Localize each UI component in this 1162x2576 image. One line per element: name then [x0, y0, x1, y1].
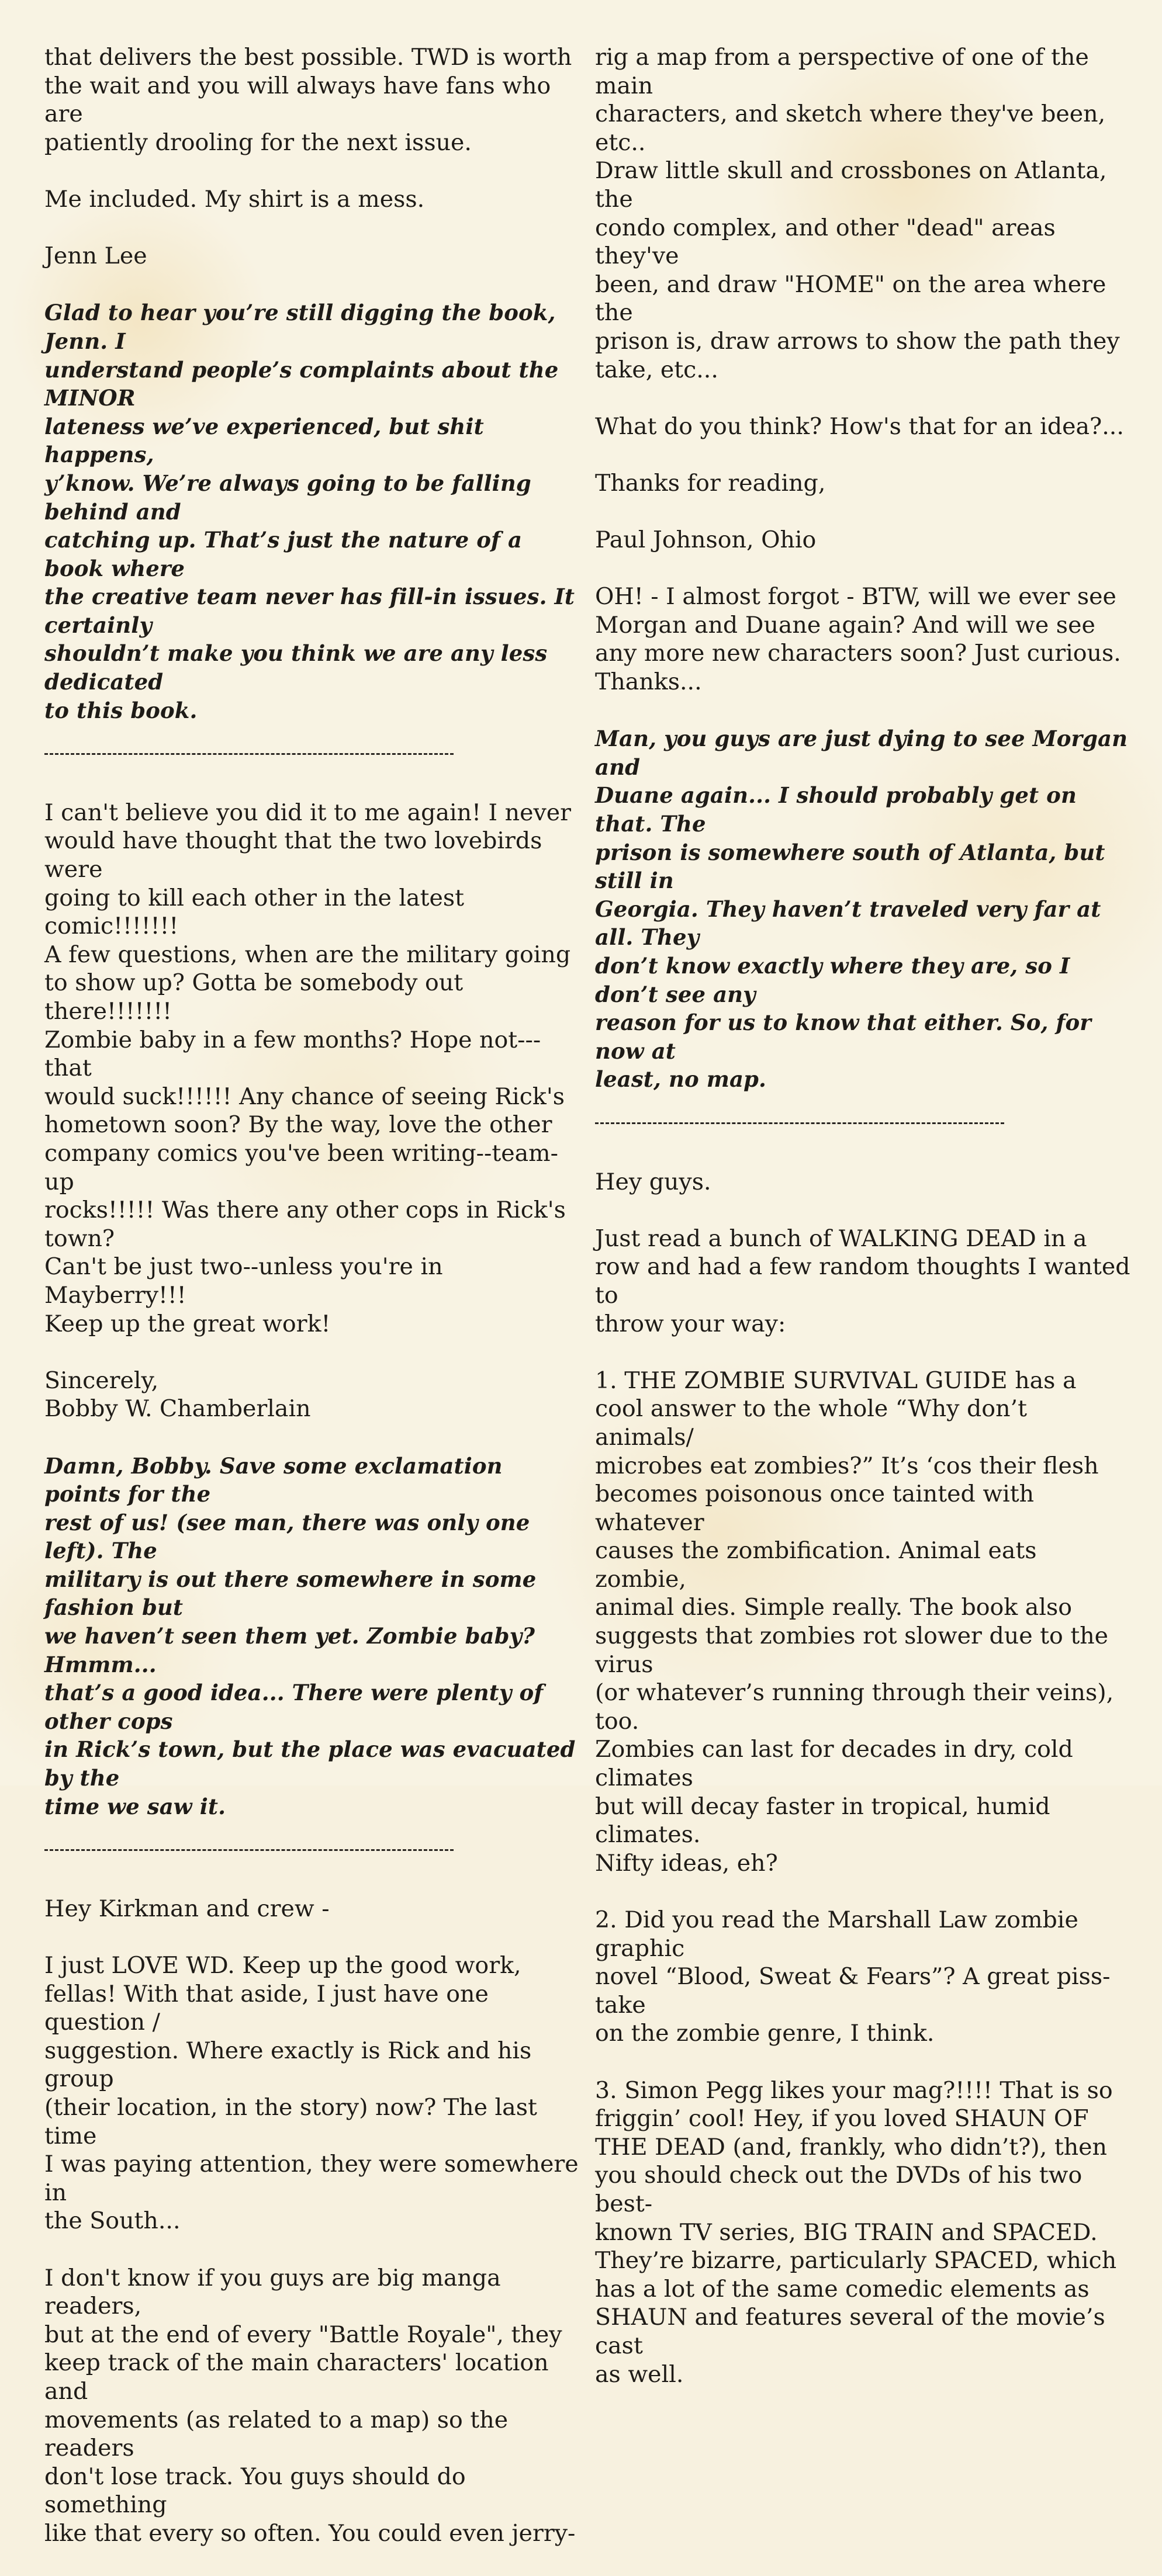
letter-4-item-3: 3. Simon Pegg likes your mag?!!!! That is so friggin’ cool! Hey, if you loved SHAUN OF THE DEAD (and, frankly, who didn’t?), then you should check out the DVDs of his two best- known TV series, BIG TRAIN and SPACED. They’re bizarre, particularly SPACED, which has a lot of the same comedic elements as SHAUN and features several of the movie’s cast as well.: [595, 2076, 1117, 2388]
letter-3-thanks: Thanks for reading,: [595, 469, 826, 497]
letter-1-remark: Me included. My shirt is a mess.: [44, 185, 425, 213]
letter-4-intro: Just read a bunch of WALKING DEAD in a row and had a few random thoughts I wanted to throw your way:: [595, 1225, 1130, 1337]
dashed-divider-1: [44, 753, 454, 755]
reply-3: Man, you guys are just dying to see Morgan and Duane again... I should probably get on that. The prison is somewhere south of Atlanta, but still in Georgia. They haven’t traveled very far at all. They don’t know exactly where they are, so I don’t see any reason for us to know that either. So, for now at least, no map.: [595, 726, 1128, 1093]
dashed-divider-3: [595, 1122, 1004, 1124]
letter-3-paragraph-3: rig a map from a perspective of one of the main characters, and sketch where they've been, etc.. Draw little skull and crossbones on Atlanta, the condo complex, and other "dead" areas they've been, and draw "HOME" on the area where the prison is, draw arrows to show the path they take, etc...: [595, 44, 1120, 383]
letter-3-paragraph-1: I just LOVE WD. Keep up the good work, fellas! With that aside, I just have one question / suggestion. Where exactly is Rick and his group (their location, in the story) now? The last time I was paying attention, they were somewhere in the South...: [44, 1952, 579, 2235]
letter-4-item-1: 1. THE ZOMBIE SURVIVAL GUIDE has a cool answer to the whole “Why don’t animals/ microbes eat zombies?” It’s ‘cos their flesh becomes poisonous once tainted with whatever causes the zombification. Animal eats zombie, animal dies. Simple really. The book also suggests that zombies rot slower due to the virus (or whatever’s running through their veins), too. Zombies can last for decades in dry, cold climates but will decay faster in tropical, humid climates. Nifty ideas, eh?: [595, 1367, 1114, 1877]
letter-4-item-2: 2. Did you read the Marshall Law zombie graphic novel “Blood, Sweat & Fears”? A great piss-take on the zombie genre, I think.: [595, 1906, 1111, 2047]
reply-2: Damn, Bobby. Save some exclamation points for the rest of us! (see man, there was only one left). The military is out there somewhere in some fashion but we haven’t seen them yet. Zombie baby? Hmmm... that’s a good idea... There were plenty of other cops in Rick’s town, but the place was evacuated by the time we saw it.: [44, 1452, 576, 1819]
dashed-divider-2: [44, 1849, 454, 1851]
letter-3-greeting: Hey Kirkman and crew -: [44, 1895, 330, 1922]
letter-3-signature: Paul Johnson, Ohio: [595, 526, 817, 554]
letter-2-signature: Sincerely, Bobby W. Chamberlain: [44, 1367, 311, 1423]
left-column: [44, 43, 582, 2576]
letter-3-question: What do you think? How's that for an idea?...: [595, 412, 1124, 440]
letter-3-paragraph-2: I don't know if you guys are big manga readers, but at the end of every "Battle Royale", they keep track of the main characters' location and movements (as related to a map) so the readers don't lose track. You guys should do something like that every so often. You could even jerry-: [44, 2264, 576, 2547]
right-column: [595, 43, 1133, 2417]
letter-2-body: I can't believe you did it to me again! I never would have thought that the two lovebirds were going to kill each other in the latest comic!!!!!!! A few questions, when are the military going to show up? Gotta be somebody out there!!!!!!! Zombie baby in a few months? Hope not---that would suck!!!!!! Any chance of seeing Rick's hometown soon? By the way, love the other company comics you've been writing--team-up rocks!!!!! Was there any other cops in Rick's town? Can't be just two--unless you're in Mayberry!!! Keep up the great work!: [44, 799, 572, 1337]
letter-1-closing-paragraph: that delivers the best possible. TWD is worth the wait and you will always have fans who are patiently drooling for the next issue.: [44, 44, 572, 156]
letter-1-signature: Jenn Lee: [44, 242, 147, 270]
letter-3-postscript: OH! - I almost forgot - BTW, will we ever see Morgan and Duane again? And will we see any more new characters soon? Just curious. Thanks...: [595, 583, 1121, 696]
letter-4-greeting: Hey guys.: [595, 1168, 711, 1195]
reply-1: Glad to hear you’re still digging the book, Jenn. I understand people’s complaints about the MINOR lateness we’ve experienced, but shit happens, y’know. We’re always going to be falling behind and catching up. That’s just the nature of a book where the creative team never has fill-in issues. It certainly shouldn’t make you think we are any less dedicated to this book.: [44, 300, 575, 723]
